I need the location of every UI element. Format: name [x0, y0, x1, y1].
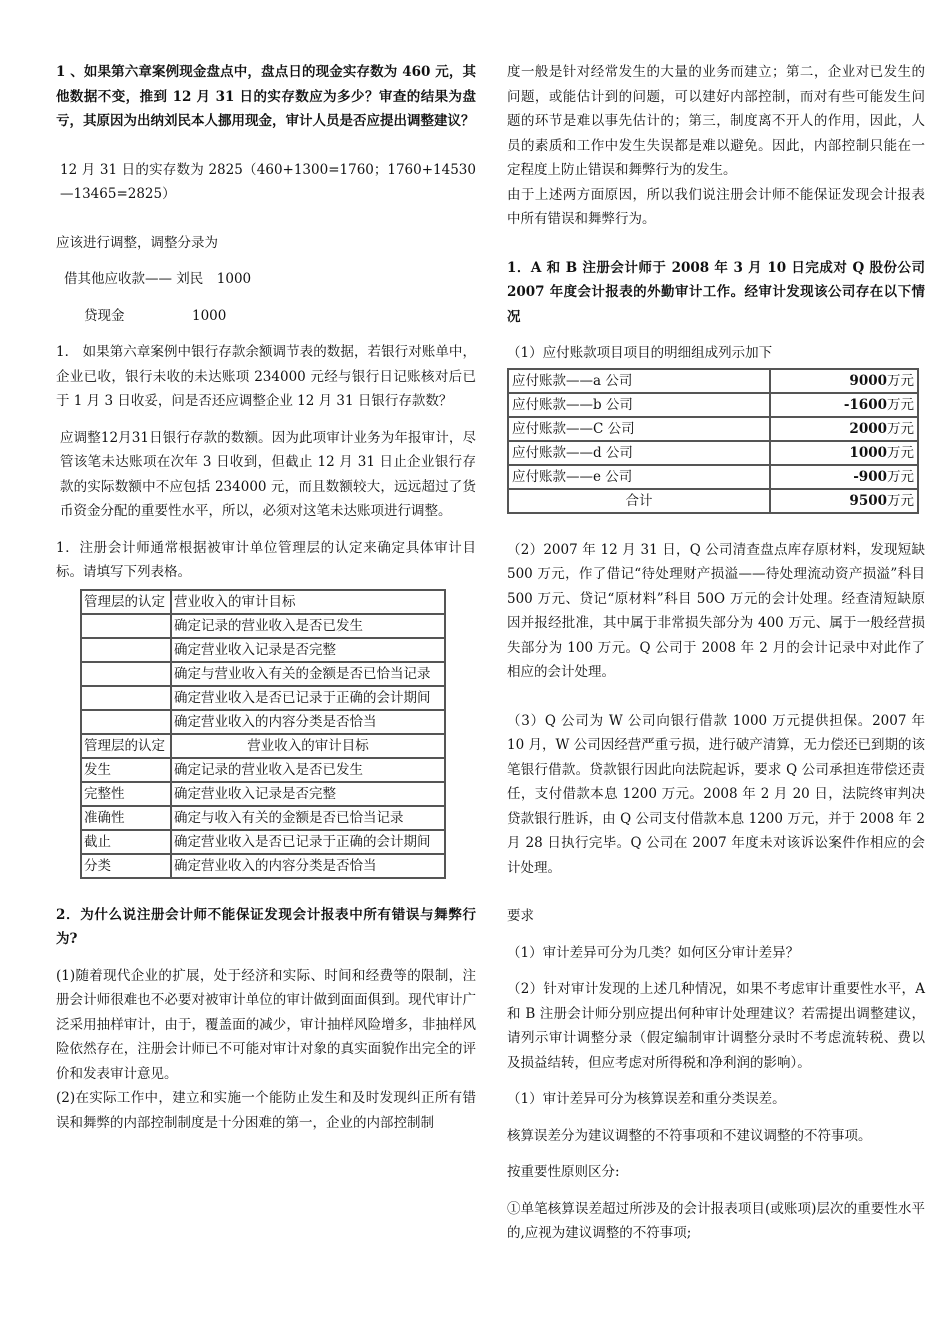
amount-value: 9500: [849, 492, 887, 509]
table-cell: 确定营业收入的内容分类是否恰当: [171, 710, 445, 734]
table-cell-blank: [81, 662, 171, 686]
table-cell-blank: [81, 614, 171, 638]
table-cell: 应付账款——e 公司: [508, 465, 770, 489]
table-cell: 分类: [81, 854, 171, 878]
table-header-cell: 营业收入的审计目标: [171, 734, 445, 758]
table-row: [508, 417, 918, 441]
table-header-cell: 营业收入的审计目标: [171, 590, 445, 614]
table-cell: 确定与营业收入有关的金额是否已恰当记录: [171, 662, 445, 686]
case-item-1: （1）应付账款项目项目的明细组成列示加下: [507, 345, 773, 361]
amount-value: 1000: [849, 444, 887, 461]
table-cell-amount: [770, 393, 918, 417]
answer-5-part-3: 按重要性原则区分:: [507, 1164, 620, 1180]
requirement-2: （2）针对审计发现的上述几种情况，如果不考虑审计重要性水平，A 和 B 注册会计师分别应提出何种审计处理建议？若需提出调整建议，请列示审计调整分录（假定编制审计调整分录时不考虑流转税、费以及损益结转，但应考虑对所得税和净利润的影响）。: [507, 981, 925, 1071]
amount-value: -1600: [843, 396, 887, 413]
table-cell: 确定营业收入是否已记录于正确的会计期间: [171, 686, 445, 710]
amount-unit: 万元: [887, 468, 914, 485]
answer-5-part-2: 核算误差分为建议调整的不符事项和不建议调整的不符事项。: [507, 1127, 872, 1144]
table-cell-amount: [770, 489, 918, 513]
answer-4-part-2: (2)在实际工作中，建立和实施一个能防止发生和及时发现纠正所有错误和舞弊的内部控制制度是十分困难的第一，企业的内部控制制: [56, 1090, 476, 1131]
table-cell-blank: [81, 638, 171, 662]
table-row: [81, 758, 445, 782]
answer-1-credit-entry: 贷现金 1000: [84, 307, 227, 324]
table-cell-blank: [81, 710, 171, 734]
table-cell: 应付账款——b 公司: [508, 393, 770, 417]
right-column: [507, 60, 925, 1246]
table-cell-amount: [770, 369, 918, 393]
audit-objective-table: [80, 589, 446, 879]
amount-value: 9000: [849, 372, 887, 389]
table-row: [81, 854, 445, 878]
table-cell: 准确性: [81, 806, 171, 830]
table-total-row: [508, 489, 918, 513]
table-cell-amount: [770, 441, 918, 465]
table-row: [508, 393, 918, 417]
table-cell: 确定与收入有关的金额是否已恰当记录: [171, 806, 445, 830]
table-header-row: [81, 590, 445, 614]
table-cell-amount: [770, 465, 918, 489]
table-cell: 截止: [81, 830, 171, 854]
table-row: [508, 369, 918, 393]
table-row: [81, 638, 445, 662]
table-row: [81, 614, 445, 638]
table-cell: 应付账款——a 公司: [508, 369, 770, 393]
table-header-row: [81, 734, 445, 758]
table-row: [81, 806, 445, 830]
table-cell: 应付账款——d 公司: [508, 441, 770, 465]
case-item-2: （2）2007 年 12 月 31 日，Q 公司清查盘点库存原材料，发现短缺 500 万元，作了借记“待处理财产损溢——待处理流动资产损溢”科目 500 万元、贷记“原材料”科目 50O 万元的会计处理。经查清短缺原因并报经批准，其中属于非常损失部分为 400 万元、属于一般经营损失部分为 100 万元。Q 公司于 2008 年 2 月的会计记录中对此作了相应的会计处理。: [507, 541, 925, 680]
table-row: [81, 782, 445, 806]
amount-value: 2000: [849, 420, 887, 437]
answer-4-conclusion: 由于上述两方面原因，所以我们说注册会计师不能保证发现会计报表中所有错误和舞弊行为。: [507, 186, 925, 227]
table-cell: 确定营业收入记录是否完整: [171, 638, 445, 662]
requirement-1: （1）审计差异可分为几类？如何区分审计差异？: [507, 944, 800, 961]
table-row: [508, 465, 918, 489]
table-cell: 确定营业收入的内容分类是否恰当: [171, 854, 445, 878]
answer-5-part-4: ①单笔核算误差超过所涉及的会计报表项目(或账项)层次的重要性水平的,应视为建议调整的不符事项;: [507, 1200, 925, 1241]
table-cell: 确定记录的营业收入是否已发生: [171, 758, 445, 782]
table-header-cell: 管理层的认定: [81, 590, 171, 614]
case-item-3: （3）Q 公司为 W 公司向银行借款 1000 万元提供担保。2007 年 10 月，W 公司因经营严重亏损，进行破产清算，无力偿还已到期的该笔银行借款。贷款银行因此向法院起诉，要求 Q 公司承担连带偿还责任，支付借款本息 1200 万元。2008 年 2 月 20 日，法院终审判决贷款银行胜诉，由 Q 公司支付借款本息 1200 万元，并于 2008 年 2 月 28 日执行完毕。Q 公司在 2007 年度未对该诉讼案件作相应的会计处理。: [507, 712, 925, 876]
amount-unit: 万元: [887, 492, 914, 509]
table-row: [508, 441, 918, 465]
question-5-case: 1．A 和 B 注册会计师于 2008 年 3 月 10 日完成对 Q 股份公司 2007 年度会计报表的外勤审计工作。经审计发现该公司存在以下情况: [507, 259, 925, 325]
table-header-cell: 管理层的认定: [81, 734, 171, 758]
question-4-fraud-detection: 2．为什么说注册会计师不能保证发现会计报表中所有错误与舞弊行为?: [56, 906, 476, 947]
answer-5-part-1: （1）审计差异可分为核算误差和重分类误差。: [507, 1091, 786, 1107]
table-cell: 确定营业收入记录是否完整: [171, 782, 445, 806]
amount-unit: 万元: [887, 372, 914, 389]
answer-1-adjust: 应该进行调整，调整分录为: [56, 234, 218, 251]
amount-unit: 万元: [887, 420, 914, 437]
question-3-audit-objectives: 1．注册会计师通常根据被审计单位管理层的认定来确定具体审计目标。请填写下列表格。: [56, 539, 476, 580]
table-cell: 确定记录的营业收入是否已发生: [171, 614, 445, 638]
question-1-cash-count: 1 、如果第六章案例现金盘点中，盘点日的现金实存数为 460 元，其他数据不变，推到 12 月 31 日的实存数应为多少？审查的结果为盘亏，其原因为出纳刘民本人挪用现金，审计人员是否应提出调整建议？: [56, 64, 476, 129]
table-row: [81, 662, 445, 686]
table-cell-amount: [770, 417, 918, 441]
answer-1-balance: 12 月 31 日的实存数为 2825（460+1300=1760；1760+14530—13465=2825）: [60, 161, 476, 202]
table-cell-blank: [81, 686, 171, 710]
question-2-bank-reconciliation: 1． 如果第六章案例中银行存款余额调节表的数据，若银行对账单中，企业已收，银行未收的未达账项 234000 元经与银行日记账核对后已于 1 月 3 日收妥，问是否还应调整企业 12 月 31 日银行存款数？: [56, 344, 476, 409]
amount-value: -900: [853, 468, 887, 485]
table-row: [81, 830, 445, 854]
answer-4-part-1: (1)随着现代企业的扩展，处于经济和实际、时间和经费等的限制，注册会计师很难也不必要对被审计单位的审计做到面面俱到。现代审计广泛采用抽样审计，由于，覆盖面的减少，审计抽样风险增多，非抽样风险依然存在，注册会计师已不可能对审计对象的真实面貌作出完全的评价和发表审计意见。: [56, 967, 476, 1082]
accounts-payable-table: [507, 368, 919, 514]
table-cell: 确定营业收入是否已记录于正确的会计期间: [171, 830, 445, 854]
table-cell-total-label: 合计: [508, 489, 770, 513]
table-row: [81, 710, 445, 734]
answer-4-continued: 度一般是针对经常发生的大量的业务而建立；第二，企业对已发生的问题，或能估计到的问题，可以建好内部控制，而对有些可能发生问题的环节是难以事先估计的；第三，制度离不开人的作用，因此，人员的素质和工作中发生失误都是难以避免。因此，内部控制只能在一定程度上防止错误和舞弊行为的发生。: [507, 64, 925, 178]
answer-1-debit-entry: 借其他应收款—— 刘民 1000: [64, 271, 252, 287]
requirements-heading: 要求: [507, 908, 534, 924]
table-cell: 应付账款——C 公司: [508, 417, 770, 441]
amount-unit: 万元: [887, 444, 914, 461]
table-cell: 发生: [81, 758, 171, 782]
table-row: [81, 686, 445, 710]
amount-unit: 万元: [887, 396, 914, 413]
answer-2-bank: 应调整12月31日银行存款的数额。因为此项审计业务为年报审计，尽管该笔未达账项在次年 3 日收到，但截止 12 月 31 日止企业银行存款的实际数额中不应包括 234000 元，而且数额较大，远远超过了货币资金分配的重要性水平，所以，必须对这笔未达账项进行调整。: [60, 429, 476, 519]
table-cell: 完整性: [81, 782, 171, 806]
left-column: [56, 60, 476, 1135]
